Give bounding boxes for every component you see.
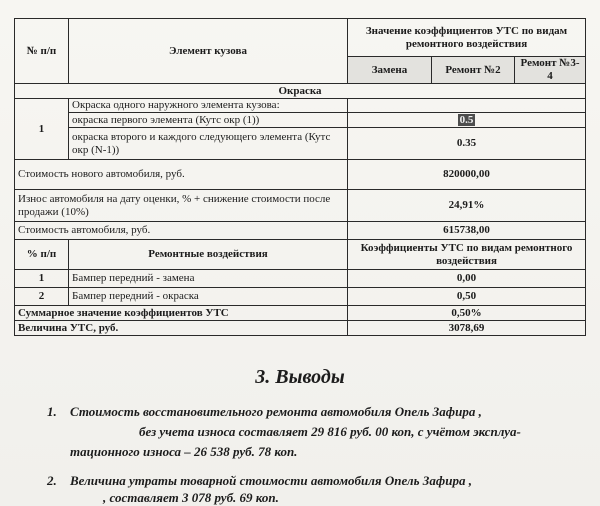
header2-impact: Ремонтные воздействия: [69, 240, 348, 270]
sum-label: Суммарное значение коэффициентов УТС: [15, 306, 348, 321]
row1-line2-value-cell: [348, 113, 586, 128]
row1-line2: окраска первого элемента (Кутс окр (1)): [69, 113, 348, 128]
conclusion-1-num: 1.: [47, 404, 57, 419]
subheader-repair-3-4: Ремонт №3-4: [515, 57, 586, 84]
header-element: Элемент кузова: [69, 19, 348, 84]
total-label: Величина УТС, руб.: [15, 321, 348, 336]
conclusion-1-line1: Стоимость восстановительного ремонта автомобиля Опель Зафира ,: [70, 404, 482, 419]
new-cost-label: Стоимость нового автомобиля, руб.: [15, 160, 348, 190]
impact-name: Бампер передний - окраска: [69, 288, 348, 306]
conclusion-1-line3: тационного износа – 26 538 руб. 78 коп.: [70, 444, 298, 459]
conclusions-title: 3. Выводы: [255, 366, 345, 388]
section-title: Окраска: [15, 84, 586, 99]
wear-value: 24,91%: [348, 190, 586, 222]
subheader-replace: Замена: [348, 57, 432, 84]
impact-num: 1: [15, 270, 69, 288]
subheader-repair-2: Ремонт №2: [432, 57, 515, 84]
impact-num: 2: [15, 288, 69, 306]
row1-line3: окраска второго и каждого следующего элемента (Кутс окр (N-1)): [69, 128, 348, 160]
wear-label: Износ автомобиля на дату оценки, % + снижение стоимости после продажи (10%): [15, 190, 348, 222]
car-cost-value: 615738,00: [348, 222, 586, 240]
conclusion-1-line2: без учета износа составляет 29 816 руб. 00 коп, с учётом эксплуа-: [139, 424, 521, 439]
total-value: 3078,69: [348, 321, 586, 336]
row1-line3-value: 0.35: [348, 128, 586, 160]
row1-line1-value: [348, 99, 586, 113]
impact-name: Бампер передний - замена: [69, 270, 348, 288]
conclusion-2-line2: , составляет 3 078 руб. 69 коп.: [103, 490, 279, 505]
row1-line1: Окраска одного наружного элемента кузова:: [69, 99, 348, 113]
row1-num: 1: [15, 99, 69, 160]
header2-coef: Коэффициенты УТС по видам ремонтного воздействия: [348, 240, 586, 270]
row1-line2-value: 0.5: [459, 113, 474, 126]
new-cost-value: 820000,00: [348, 160, 586, 190]
conclusion-2-num: 2.: [47, 473, 57, 488]
conclusion-2-line1: Величина утраты товарной стоимости автомобиля Опель Зафира ,: [70, 473, 472, 488]
header2-num: % п/п: [15, 240, 69, 270]
header-num: № п/п: [15, 19, 69, 84]
car-cost-label: Стоимость автомобиля, руб.: [15, 222, 348, 240]
utc-table: [14, 18, 586, 336]
header-coef: Значение коэффициентов УТС по видам ремонтного воздействия: [348, 19, 586, 57]
impact-value: 0,50: [348, 288, 586, 306]
sum-value: 0,50%: [348, 306, 586, 321]
impact-value: 0,00: [348, 270, 586, 288]
